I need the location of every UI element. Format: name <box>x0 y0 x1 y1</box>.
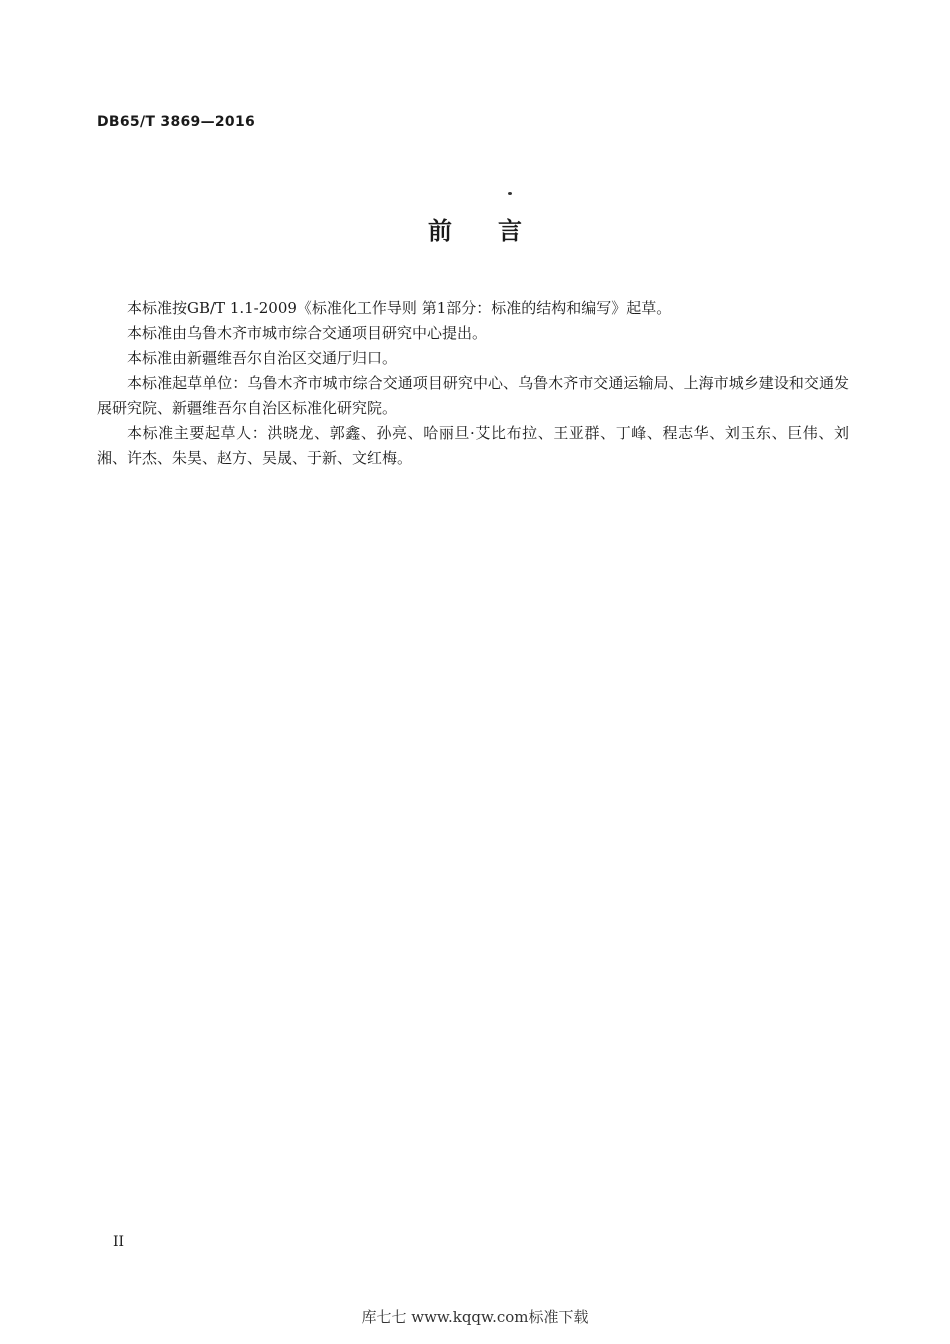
paragraph-proposer: 本标准由乌鲁木齐市城市综合交通项目研究中心提出。 <box>127 324 488 342</box>
page-number: II <box>113 1234 125 1250</box>
page-title: 前言 <box>428 217 568 245</box>
scan-speck <box>508 192 512 195</box>
paragraph-drafting-basis: 本标准按GB/T 1.1-2009《标准化工作导则 第1部分：标准的结构和编写》起草。 <box>127 299 672 317</box>
paragraph-drafting-units: 本标准起草单位：乌鲁木齐市城市综合交通项目研究中心、乌鲁木齐市交通运输局、上海市城乡建设和交通发展研究院、新疆维吾尔自治区标准化研究院。 <box>97 374 849 417</box>
foreword-body <box>97 296 849 471</box>
document-code: DB65/T 3869—2016 <box>97 114 256 130</box>
paragraph-administrator: 本标准由新疆维吾尔自治区交通厅归口。 <box>127 349 398 367</box>
footer-watermark: 库七七 www.kqqw.com标准下载 <box>361 1308 589 1326</box>
paragraph-drafters: 本标准主要起草人：洪晓龙、郭鑫、孙亮、哈丽旦·艾比布拉、王亚群、丁峰、程志华、刘玉东、巨伟、刘湘、许杰、朱昊、赵方、吴晟、于新、文红梅。 <box>97 424 849 467</box>
